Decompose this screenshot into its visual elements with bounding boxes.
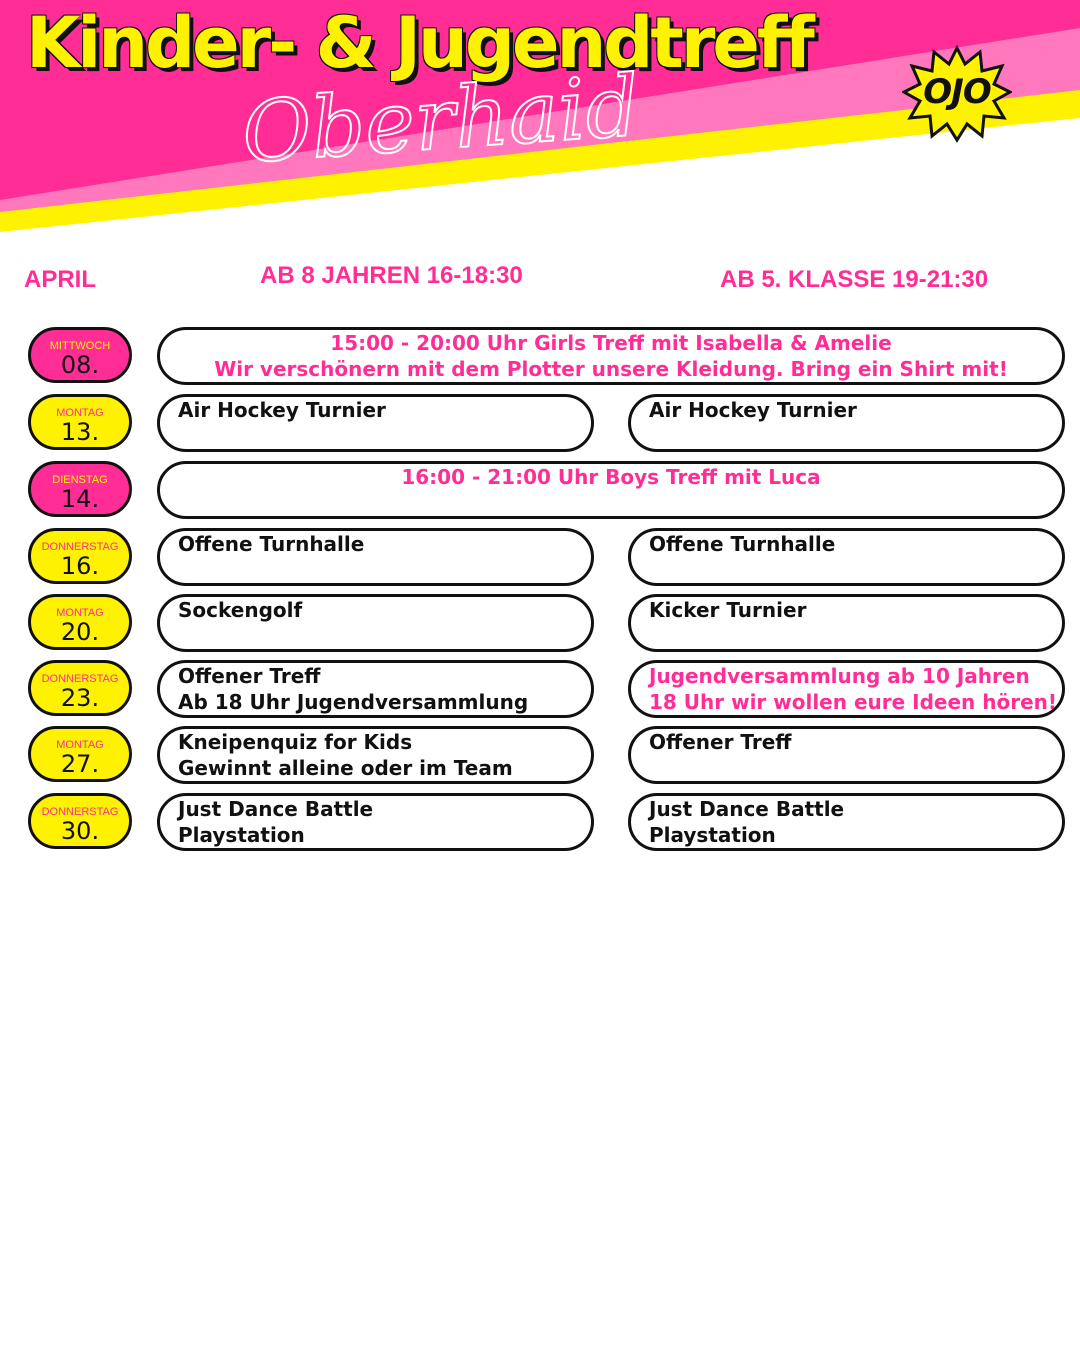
- weekday-label: DONNERSTAG: [41, 673, 119, 685]
- date-number: 27.: [60, 750, 100, 778]
- event-text: Offene Turnhalle: [649, 532, 836, 556]
- date-number: 08.: [60, 351, 100, 379]
- event-box-kids: [157, 594, 594, 652]
- event-box-kids: [157, 793, 594, 851]
- date-number: 23.: [60, 684, 100, 712]
- date-number: 16.: [60, 552, 100, 580]
- weekday-label: MONTAG: [56, 607, 104, 619]
- logo-text: OJO: [923, 72, 991, 112]
- date-badge: [28, 394, 132, 450]
- date-number: 20.: [60, 618, 100, 646]
- schedule-row: [0, 726, 1080, 786]
- weekday-label: MONTAG: [56, 739, 104, 751]
- date-badge: [28, 660, 132, 716]
- event-box-youth: [628, 726, 1065, 784]
- event-box-youth: [628, 660, 1065, 718]
- event-text: Air Hockey Turnier: [178, 398, 386, 422]
- date-badge: [28, 726, 132, 782]
- date-badge: [28, 793, 132, 849]
- event-text: Playstation: [178, 823, 305, 847]
- event-text: Air Hockey Turnier: [649, 398, 857, 422]
- event-text: Kneipenquiz for Kids: [178, 730, 413, 754]
- date-badge: [28, 461, 132, 517]
- event-text: Sockengolf: [178, 598, 303, 622]
- event-text: Wir verschönern mit dem Plotter unsere Kleidung. Bring ein Shirt mit!: [214, 357, 1008, 381]
- schedule-row: [0, 461, 1080, 521]
- event-text: Offener Treff: [178, 664, 321, 688]
- schedule-row: [0, 394, 1080, 454]
- event-text: Offener Treff: [649, 730, 792, 754]
- event-text: Just Dance Battle: [178, 797, 374, 821]
- column-header-kids: AB 8 JAHREN 16-18:30: [260, 262, 523, 289]
- event-text: 15:00 - 20:00 Uhr Girls Treff mit Isabella & Amelie: [330, 331, 892, 355]
- event-box-kids: [157, 528, 594, 586]
- date-badge: [28, 594, 132, 650]
- event-box-full: [157, 461, 1065, 519]
- event-text: Kicker Turnier: [649, 598, 807, 622]
- date-number: 14.: [60, 485, 100, 513]
- event-text: 18 Uhr wir wollen eure Ideen hören!: [649, 690, 1057, 714]
- event-text: Playstation: [649, 823, 776, 847]
- date-badge: [28, 327, 132, 383]
- weekday-label: MITTWOCH: [49, 340, 111, 352]
- weekday-label: MONTAG: [56, 407, 104, 419]
- date-number: 30.: [60, 817, 100, 845]
- schedule-row: [0, 327, 1080, 387]
- date-number: 13.: [60, 418, 100, 446]
- page-title: Kinder- & Jugendtreff: [26, 2, 812, 84]
- event-text: Jugendversammlung ab 10 Jahren: [649, 664, 1030, 688]
- ojo-logo: [902, 44, 1012, 144]
- event-box-youth: [628, 594, 1065, 652]
- schedule-row: [0, 660, 1080, 720]
- event-box-kids: [157, 660, 594, 718]
- event-text: Ab 18 Uhr Jugendversammlung: [178, 690, 529, 714]
- event-text: Just Dance Battle: [649, 797, 845, 821]
- month-label: APRIL: [24, 266, 96, 293]
- weekday-label: DONNERSTAG: [41, 541, 119, 553]
- weekday-label: DONNERSTAG: [41, 806, 119, 818]
- date-badge: [28, 528, 132, 584]
- column-header-youth: AB 5. KLASSE 19-21:30: [720, 266, 989, 293]
- schedule-row: [0, 793, 1080, 853]
- event-box-kids: [157, 726, 594, 784]
- event-text: 16:00 - 21:00 Uhr Boys Treff mit Luca: [401, 465, 821, 489]
- event-box-kids: [157, 394, 594, 452]
- event-box-youth: [628, 793, 1065, 851]
- schedule-row: [0, 594, 1080, 654]
- event-box-youth: [628, 394, 1065, 452]
- schedule-row: [0, 528, 1080, 588]
- page-subtitle: Oberhaid: [239, 56, 643, 182]
- event-box-youth: [628, 528, 1065, 586]
- event-text: Gewinnt alleine oder im Team: [178, 756, 513, 780]
- event-box-full: [157, 327, 1065, 385]
- event-text: Offene Turnhalle: [178, 532, 365, 556]
- weekday-label: DIENSTAG: [52, 474, 108, 486]
